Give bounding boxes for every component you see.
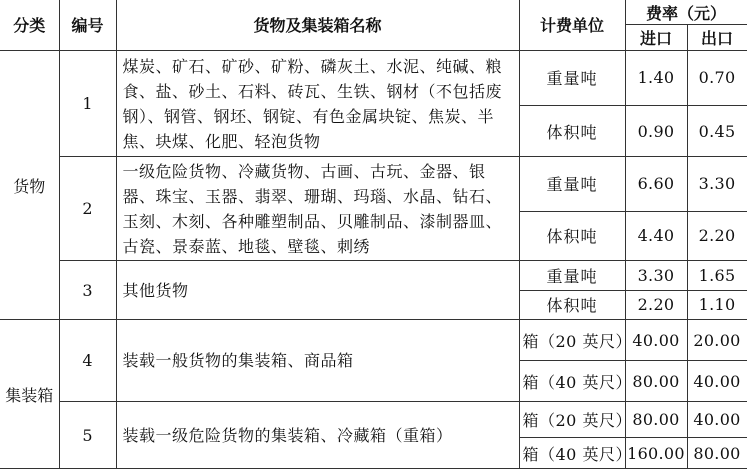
rate-export: 40.00	[687, 361, 747, 402]
rate-import: 4.40	[625, 211, 687, 260]
item-name: 其他货物	[116, 260, 519, 319]
rate-unit: 重量吨	[519, 50, 625, 105]
rate-unit: 重量吨	[519, 260, 625, 290]
item-number: 3	[59, 260, 116, 319]
rate-unit: 体积吨	[519, 211, 625, 260]
header-export: 出口	[687, 25, 747, 51]
rate-unit: 箱（40 英尺）	[519, 438, 625, 469]
item-name: 装载一般货物的集装箱、商品箱	[116, 320, 519, 402]
table-row	[0, 260, 747, 290]
rate-unit: 重量吨	[519, 157, 625, 211]
table-row	[0, 157, 747, 211]
rate-unit: 体积吨	[519, 106, 625, 157]
rate-unit: 箱（40 英尺）	[519, 361, 625, 402]
header-rate: 费率（元）	[625, 0, 747, 25]
category-goods: 货物	[0, 50, 59, 320]
item-number: 4	[59, 320, 116, 402]
rate-import: 1.40	[625, 50, 687, 105]
rate-export: 1.65	[687, 260, 747, 290]
header-category: 分类	[0, 0, 59, 50]
category-container: 集装箱	[0, 320, 59, 469]
item-name: 煤炭、矿石、矿砂、矿粉、磷灰土、水泥、纯碱、粮食、盐、砂土、石料、砖瓦、生铁、钢材（不包括废钢）、钢管、钢坯、钢锭、有色金属块锭、焦炭、半焦、块煤、化肥、轻泡货物	[116, 50, 519, 157]
rate-import: 80.00	[625, 361, 687, 402]
rate-export: 40.00	[687, 402, 747, 438]
rate-import: 160.00	[625, 438, 687, 469]
rate-export: 0.45	[687, 106, 747, 157]
header-unit: 计费单位	[519, 0, 625, 50]
rate-unit: 箱（20 英尺）	[519, 402, 625, 438]
item-number: 1	[59, 50, 116, 157]
rate-import: 6.60	[625, 157, 687, 211]
item-number: 2	[59, 157, 116, 261]
rate-export: 80.00	[687, 438, 747, 469]
header-name: 货物及集装箱名称	[116, 0, 519, 50]
rate-export: 0.70	[687, 50, 747, 105]
rate-import: 3.30	[625, 260, 687, 290]
header-import: 进口	[625, 25, 687, 51]
header-row	[0, 0, 747, 25]
rate-import: 0.90	[625, 106, 687, 157]
item-number: 5	[59, 402, 116, 469]
item-name: 装载一级危险货物的集装箱、冷藏箱（重箱）	[116, 402, 519, 469]
header-number: 编号	[59, 0, 116, 50]
rate-unit: 体积吨	[519, 290, 625, 320]
rate-export: 20.00	[687, 320, 747, 361]
rate-import: 40.00	[625, 320, 687, 361]
item-name: 一级危险货物、冷藏货物、古画、古玩、金器、银器、珠宝、玉器、翡翠、珊瑚、玛瑙、水晶、钻石、玉刻、木刻、各种雕塑制品、贝雕制品、漆制器皿、古瓷、景泰蓝、地毯、壁毯、刺绣	[116, 157, 519, 261]
table-row	[0, 320, 747, 361]
rate-export: 1.10	[687, 290, 747, 320]
rate-unit: 箱（20 英尺）	[519, 320, 625, 361]
rate-export: 3.30	[687, 157, 747, 211]
rate-export: 2.20	[687, 211, 747, 260]
rate-import: 80.00	[625, 402, 687, 438]
table-row	[0, 402, 747, 438]
rate-import: 2.20	[625, 290, 687, 320]
table-row	[0, 50, 747, 105]
